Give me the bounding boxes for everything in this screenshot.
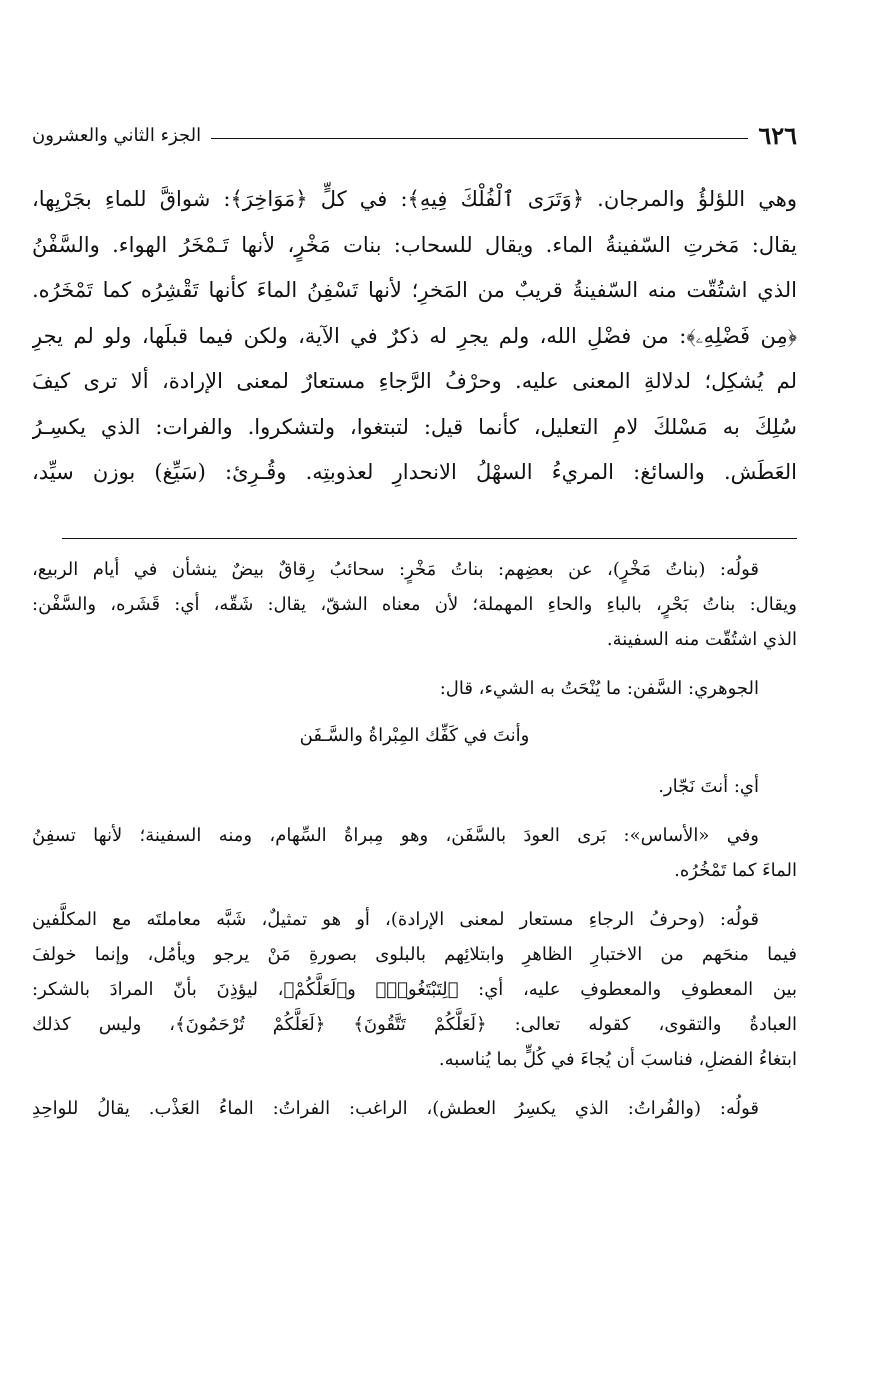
note-line: قولُه: (والفُراتُ: الذي يكسِرُ العطش)، الراغب: الفراتُ: الماءُ العَذْب. يقالُ للواحِدِ <box>32 1098 759 1119</box>
poetry-verse: وأنتَ في كَفِّك المِبْراةُ والسَّـفَن <box>299 725 530 746</box>
note-line: الذي اشتُقّت منه السفينة. <box>606 629 797 650</box>
note-line: قولُه: (بناتُ مَخْرٍ)، عن بعضِهم: بناتُ مَخْرٍ: سحائبُ رِقاقٌ بيضٌ ينشأن في أيام الربيع، <box>32 559 759 580</box>
note-line: الجوهري: السَّفن: ما يُنْحَتُ به الشيء، قال: <box>439 678 759 699</box>
note-line: فيما منحَهم من الاختبارِ الظاهرِ وابتلائِهم بالبلوى بصورةِ مَنْ يرجو ويأمُل، وإنما خولفَ <box>32 944 797 965</box>
main-text <box>32 177 797 496</box>
note-line: وفي «الأساس»: بَرى العودَ بالسَّفَن، وهو مِبراةُ السِّهام، ومنه السفينة؛ لأنها تسفِنُ <box>32 825 759 846</box>
main-line: العَطَش. والسائغ: المريءُ السهْلُ الانحدارِ لعذوبتِه. وقُـرِئ: (سَيِّغ) بوزن سيِّد، <box>32 460 797 484</box>
commentary <box>32 552 797 1126</box>
note-line: بين المعطوفِ والمعطوفِ عليه، أي: ﴿لِتَبْتَغُوا۟﴾ و﴿لَعَلَّكُمْ﴾، ليؤذِنَ بأنّ المرادَ بالشكر: <box>32 979 797 1000</box>
main-line: الذي اشتُقّت منه السّفينةُ قريبٌ من المَخرِ؛ لأنها تَسْفِنُ الماءَ كأنها تَقْشِرُه كما تَمْخَرُه. <box>32 278 797 302</box>
note-line: ابتغاءُ الفضلِ، فناسبَ أن يُجاءَ في كُلٍّ بما يُناسبه. <box>438 1049 797 1070</box>
footnote-divider <box>62 538 797 539</box>
page-number: ٦٢٦ <box>758 120 797 150</box>
main-line: وهي اللؤلؤُ والمرجان. ﴿وَتَرَى ٱلْفُلْكَ فِيهِ﴾: في كلٍّ ﴿مَوَاخِرَ﴾: شواقَّ للماءِ بجَرْيِها، <box>32 187 797 211</box>
note-line: العبادةُ والتقوى، كقوله تعالى: ﴿لَعَلَّكُمْ تَتَّقُونَ﴾ ﴿لَعَلَّكُمْ تُرْحَمُونَ﴾، وليس كذلك <box>32 1014 797 1035</box>
header-rule <box>211 138 748 139</box>
note-line: أي: أنتَ نَجّار. <box>658 776 759 797</box>
main-line: ﴿مِن فَضْلِهِۦ﴾: من فضْلِ الله، ولم يجرِ له ذكرٌ في الآية، ولكن فيما قبلَها، ولو لم يجرِ <box>32 323 797 348</box>
main-line: لم يُشكِل؛ لدلالةِ المعنى عليه. وحرْفُ الرَّجاءِ مستعارٌ لمعنى الإرادة، ألا ترى كيفَ <box>32 369 797 393</box>
note-line: ويقال: بناتُ بَحْرٍ، بالباءِ والحاءِ المهملة؛ لأن معناه الشقّ، يقال: شَقّه، أي: قَشَره، والسَّفْن: <box>32 594 797 615</box>
page-header <box>32 118 797 152</box>
main-line: يقال: مَخرتِ السّفينةُ الماء. ويقال للسحاب: بنات مَخْرٍ، لأنها تَـمْخَرُ الهواء. والسَّفْنُ <box>32 232 797 257</box>
main-line: سُلِكَ به مَسْلكَ لامِ التعليل، كأنما قيل: لتبتغوا، ولتشكروا. والفرات: الذي يكسِـرُ <box>32 414 797 439</box>
note-line: قولُه: (وحرفُ الرجاءِ مستعار لمعنى الإرادة)، أو هو تمثيلٌ، شَبَّه معاملتَه مع المكلَّفين <box>32 909 759 930</box>
running-title: الجزء الثاني والعشرون <box>32 124 202 146</box>
note-line: الماءَ كما تَمْخُرُه. <box>674 860 797 881</box>
